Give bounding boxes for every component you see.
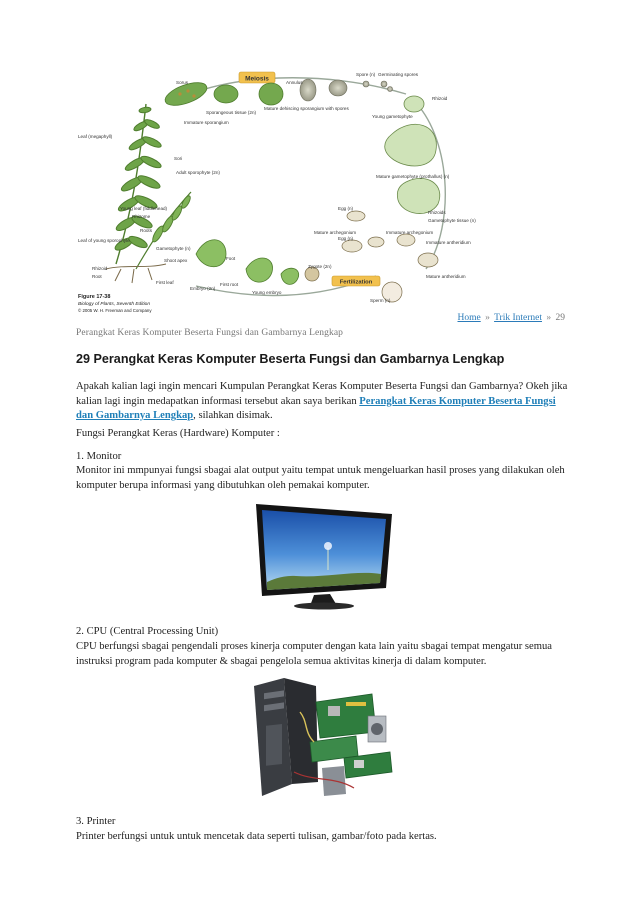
zygote — [305, 267, 319, 281]
label-shoot-apex: Shoot apex — [164, 258, 188, 263]
intro-text-end: , silahkan disimak. — [193, 410, 273, 421]
cpu-image — [244, 672, 396, 802]
label-germinating: Germinating spores — [378, 72, 419, 77]
label-immature-antheridium: Immature antheridium — [426, 240, 471, 245]
label-sorus: Sorus — [176, 80, 189, 85]
label-sperm: Sperm (n) — [370, 298, 391, 303]
fern-lifecycle-figure — [76, 64, 484, 316]
label-sporangeous: Sporangeous tissue (2n) — [206, 110, 257, 115]
page-caption: Perangkat Keras Komputer Beserta Fungsi dan Gambarnya Lengkap — [76, 328, 344, 338]
label-adult-sporophyte: Adult sporophyte (2n) — [176, 170, 220, 175]
item-heading-cpu: 2. CPU (Central Processing Unit) — [76, 626, 219, 637]
meiosis-label: Meiosis — [245, 75, 269, 83]
item-heading-printer: 3. Printer — [76, 816, 116, 827]
label-young-gametophyte: Young gametophyte — [372, 114, 413, 119]
label-egg: Egg (n) — [338, 206, 354, 211]
article-title: 29 Perangkat Keras Komputer Beserta Fungsi dan Gambarnya Lengkap — [76, 352, 505, 366]
item-text-cpu: CPU berfungsi sbagai pengendali proses kinerja computer dengan kata lain yaitu sbagai tempat mengatur semua instruksi program pada komputer & sbagai pengelola semua aktivitas kinerja di dalam komputer. — [76, 641, 552, 667]
label-roots: Roots — [140, 228, 153, 233]
young-sporophyte — [196, 240, 299, 285]
label-gametophyte: Gametophyte (n) — [156, 246, 191, 251]
monitor-image — [246, 500, 396, 612]
section-title: Fungsi Perangkat Keras (Hardware) Komputer : — [76, 428, 280, 439]
item-heading-monitor: 1. Monitor — [76, 451, 122, 462]
figure-book: Biology of Plants, Seventh Edition — [78, 302, 150, 307]
label-zygote: Zygote (2n) — [308, 264, 332, 269]
intro-paragraph — [76, 380, 568, 424]
label-egg-2: Egg (n) — [338, 236, 354, 241]
label-mature-sporangium: Mature dehiscing sporangium with spores — [264, 106, 349, 111]
label-rhizome: Rhizome — [132, 214, 151, 219]
label-sori: Sori — [174, 156, 183, 161]
label-young-embryo: Young embryo — [252, 290, 282, 295]
label-first-root: First root — [220, 282, 239, 287]
label-immature-sporangium: Immature sporangium — [184, 120, 229, 125]
breadcrumb-section-link[interactable]: Trik Internet — [494, 313, 542, 323]
breadcrumb-current: 29 — [555, 313, 565, 323]
label-leaf-young-sporophyte: Leaf of young sporophyte — [78, 238, 130, 243]
label-mature-gametophyte: Mature gametophyte (prothallus) (n) — [376, 174, 450, 179]
label-embryo: Embryo (2n) — [190, 286, 216, 291]
label-rhizoid: Rhizoid — [432, 96, 448, 101]
sporangia — [300, 79, 393, 101]
label-foot: Foot — [226, 256, 236, 261]
article-link[interactable]: Perangkat Keras Komputer Beserta Fungsi dan Gambarnya Lengkap — [76, 395, 556, 421]
item-text-printer: Printer berfungsi untuk untuk mencetak data seperti tulisan, gambar/foto pada kertas. — [76, 831, 437, 842]
label-spore: Spore (n) — [356, 72, 376, 77]
archegonia — [339, 211, 438, 302]
label-fiddlehead: Young leaf (fiddlehead) — [120, 206, 168, 211]
label-gametophyte-tissue: Gametophyte tissue (n) — [428, 218, 476, 223]
item-text-monitor: Monitor ini mmpunyai fungsi sbagai alat output yaitu tempat untuk mengeluarkan hasil proses yang dilakukan oleh komputer berupa informasi yang dibutuhkan oleh pemakai komputer. — [76, 465, 565, 491]
breadcrumb — [458, 313, 566, 323]
label-first-leaf: First leaf — [156, 280, 174, 285]
monitor-base — [294, 603, 354, 610]
label-immature-archegonium: Immature archegonium — [386, 230, 434, 235]
label-mature-antheridium: Mature antheridium — [426, 274, 466, 279]
label-rhizoid-2: Rhizoid — [92, 266, 108, 271]
fertilization-label: Fertilization — [339, 279, 373, 286]
figure-copyright: © 2005 W. H. Freeman and Company — [78, 308, 152, 313]
intro-text: Apakah kalian lagi ingin mencari Kumpulan Perangkat Keras Komputer Beserta Fungsi dan Gambarnya? Okeh jika kalian lagi ingin medapatkan informasi tersebut akan saya berikan — [76, 381, 568, 407]
figure-number: Figure 17-38 — [78, 294, 111, 300]
breadcrumb-separator: » — [546, 313, 552, 323]
label-rhizoids: Rhizoids — [428, 210, 446, 215]
label-mature-archegonium: Mature archegonium — [314, 230, 357, 235]
label-root: Root — [92, 274, 102, 279]
label-leaf: Leaf (megaphyll) — [78, 134, 113, 139]
breadcrumb-separator: » — [485, 313, 490, 323]
breadcrumb-home-link[interactable]: Home — [457, 313, 481, 323]
label-annulus: Annulus — [286, 80, 303, 85]
